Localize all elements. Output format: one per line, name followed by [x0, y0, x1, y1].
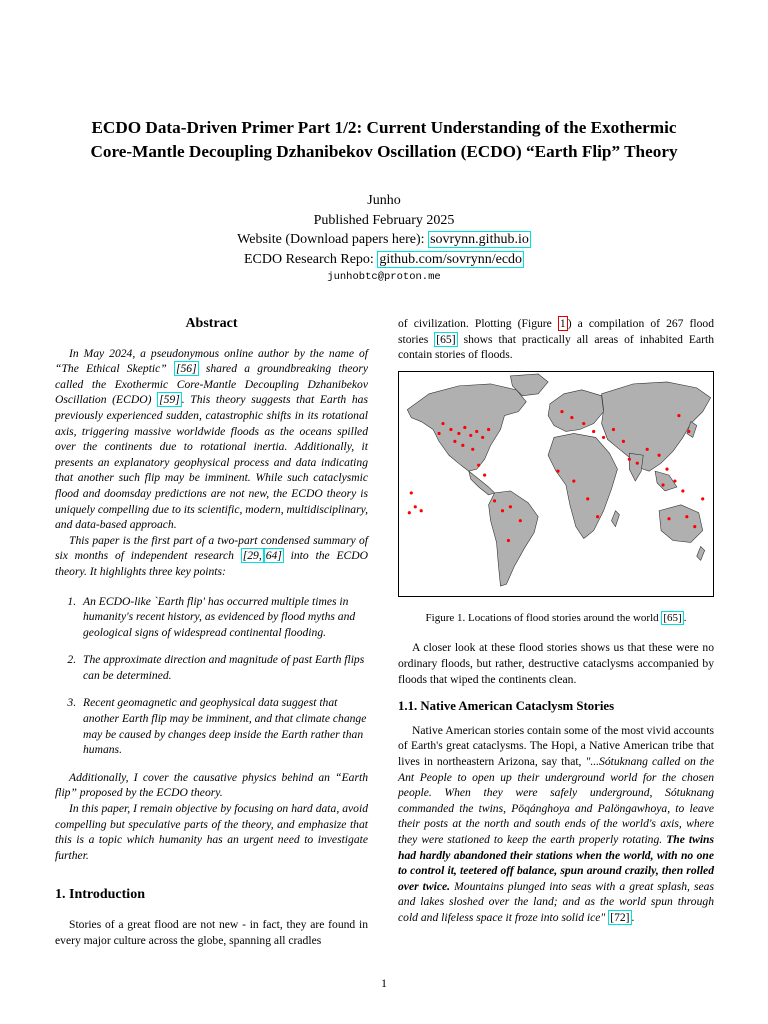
flood-point [560, 410, 563, 413]
flood-point [453, 440, 456, 443]
closer-look-paragraph: A closer look at these flood stories shows us that these were no ordinary floods, but rather, destructive cataclysms accompanied by floods that wiped the continents clean. [398, 641, 714, 686]
flood-point [657, 453, 660, 456]
citation-65[interactable]: [65] [436, 332, 456, 346]
flood-point [677, 414, 680, 417]
citation-64[interactable]: 64] [265, 549, 282, 563]
flood-point [687, 430, 690, 433]
flood-point [665, 467, 668, 470]
website-link[interactable]: sovrynn.github.io [430, 232, 529, 247]
flood-point [592, 430, 595, 433]
flood-point [410, 491, 413, 494]
flood-point [556, 469, 559, 472]
flood-point [487, 428, 490, 431]
flood-point [471, 448, 474, 451]
website-label: Website (Download papers here): [237, 232, 425, 247]
author-email[interactable]: junhobtc@proton.me [327, 271, 441, 283]
intro-paragraph-start: Stories of a great flood are not new - in fact, they are found in every major culture across the globe, spanning all cradles [55, 918, 368, 947]
citation-56[interactable]: [56] [175, 362, 197, 376]
flood-point [501, 509, 504, 512]
citation-59[interactable]: [59] [159, 393, 180, 407]
abstract-paragraph-2: This paper is the first part of a two-part condensed summary of six months of independent research [29, 64] into the ECDO theory. It highlights three key points: [55, 533, 368, 578]
native-american-paragraph: Native American stories contain some of the most vivid accounts of Earth's great cataclysms. The Hopi, a Native American tribe that lives in northeastern Arizona, say that, "...Sótuknang called on the Ant People to open up their underground world for the chosen people. When they were safely underground, Sótuknang commanded the twins, Pöqánghoya and Palöngawhoya, to leave their posts at the north and south ends of the world's axis, where they were stationed to keep the earth properly rotating. The twins had hardly abandoned their stations when the world, with no one to control it, teetered off balance, spun around crazily, then rolled over twice. Mountains plunged into seas with a great splash, seas and lakes sloshed over the land; and as the world spun through cold and lifeless space it froze into solid ice" [72] . [398, 723, 715, 924]
figure-1-reference[interactable]: 1 [559, 317, 566, 330]
flood-point [461, 444, 464, 447]
flood-point [586, 497, 589, 500]
abstract-section [55, 316, 368, 863]
abstract-paragraph-3: Additionally, I cover the causative physics behind an “Earth flip” proposed by the ECDO theory. [55, 770, 368, 800]
intro-paragraph-continued: of civilization. Plotting (Figure 1 ) a compilation of 267 flood stories [65] shows that practically all areas of inhabited Earth contain stories of floods. [398, 317, 715, 362]
citation-29[interactable]: [29, [242, 549, 262, 563]
flood-point [636, 461, 639, 464]
flood-point [673, 479, 676, 482]
flood-point [457, 432, 460, 435]
flood-point [681, 489, 684, 492]
flood-point [570, 416, 573, 419]
flood-point [441, 422, 444, 425]
abstract-heading: Abstract [185, 316, 238, 331]
paper-title [40, 116, 728, 164]
hopi-quote-emphasis: The twins had hardly abandoned their stations when the world, with no one to control it, teetered off balance, spun around crazily, then rolled over twice. [398, 832, 715, 893]
introduction-heading: 1. Introduction [55, 887, 145, 903]
flood-point [628, 457, 631, 460]
repo-link[interactable]: github.com/sovrynn/ecdo [379, 251, 523, 267]
flood-point [519, 519, 522, 522]
flood-point [483, 473, 486, 476]
abstract-paragraph-4: In this paper, I remain objective by focusing on hard data, avoid compelling but speculative parts of the theory, and emphasize that this is a topic which humanity has an urgent need to investigate further. [55, 802, 368, 862]
title-line-2: Core-Mantle Decoupling Dzhanibekov Oscillation (ECDO) “Earth Flip” Theory [90, 142, 678, 161]
flood-point [481, 436, 484, 439]
page-number: 1 [381, 976, 387, 990]
flood-point [437, 432, 440, 435]
author-block [0, 191, 768, 285]
right-column [398, 316, 714, 925]
flood-point [646, 448, 649, 451]
flood-point [612, 428, 615, 431]
flood-point [449, 428, 452, 431]
repo-label: ECDO Research Repo: [243, 251, 374, 267]
flood-point [572, 479, 575, 482]
flood-point [509, 505, 512, 508]
flood-point [475, 430, 478, 433]
left-column [55, 316, 368, 948]
flood-point [507, 539, 510, 542]
key-point-1: 1. An ECDO-like `Earth flip' has occurred multiple times in humanity's recent history, as evidenced by flood myths and geological signs of widespread continental flooding. [79, 594, 368, 641]
flood-point [667, 517, 670, 520]
website-line [0, 230, 768, 250]
flood-stories-world-map [398, 371, 714, 597]
title-line-1: ECDO Data-Driven Primer Part 1/2: Current Understanding of the Exothermic [91, 118, 677, 137]
caption-citation-65[interactable]: [65] [663, 611, 682, 624]
flood-point [622, 440, 625, 443]
citation-72[interactable]: [72] [610, 910, 630, 924]
abstract-paragraph-1: In May 2024, a pseudonymous online author by the name of “The Ethical Skeptic” [56] shared a groundbreaking theory called the Exothermic Core-Mantle Decoupling Dzhanibekov Oscillation (ECDO) [59] . This theory suggests that Earth has previously experienced sudden, catastrophic shifts in its rotational axis, triggering massive worldwide floods as the oceans spilled over the continents due to rotational inertia. Additionally, it presents an explanatory geophysical process and data indicating that another such flip may be imminent. While such cataclysmic flood and doomsday predictions are not new, the ECDO theory is uniquely compelling due to its scientific, modern, multidisciplinary, and data-based approach. [55, 346, 368, 532]
flood-point [685, 515, 688, 518]
flood-point [493, 499, 496, 502]
flood-point [693, 525, 696, 528]
key-point-2: 2. The approximate direction and magnitude of past Earth flips can be determined. [79, 652, 368, 683]
flood-point [469, 434, 472, 437]
flood-point [582, 422, 585, 425]
flood-point [477, 463, 480, 466]
flood-point [602, 436, 605, 439]
author-name: Junho [367, 193, 401, 208]
flood-point [596, 515, 599, 518]
figure-1-caption: Figure 1. Locations of flood stories around the world [65] . [425, 611, 687, 624]
flood-point [414, 505, 417, 508]
hopi-quote-part-1: "...Sótuknang called on the Ant People to open up their underground world for the chosen people. When they were safely underground, Sótuknang commanded the twins, Pöqánghoya and Palöngawhoya, to leave their posts at the north and south ends of the world's axis, where they were stationed to keep the earth properly rotating. [398, 754, 714, 846]
hopi-quote-part-3: Mountains plunged into seas with a great splash, seas and lakes sloshed over the land; and as the world spun through cold and lifeless space it froze into solid ice" [398, 879, 714, 924]
flood-point [408, 511, 411, 514]
native-american-heading: 1.1. Native American Cataclysm Stories [398, 699, 615, 714]
flood-point [661, 483, 664, 486]
key-point-3: 3. Recent geomagnetic and geophysical data suggest that another Earth flip may be imminent, and that climate change may be caused by changes deep inside the Earth rather than humans. [79, 695, 368, 757]
flood-point [420, 509, 423, 512]
repo-line [0, 250, 768, 270]
flood-point [701, 497, 704, 500]
key-points-list [55, 594, 368, 758]
flood-point [463, 426, 466, 429]
published-date: Published February 2025 [313, 212, 455, 228]
